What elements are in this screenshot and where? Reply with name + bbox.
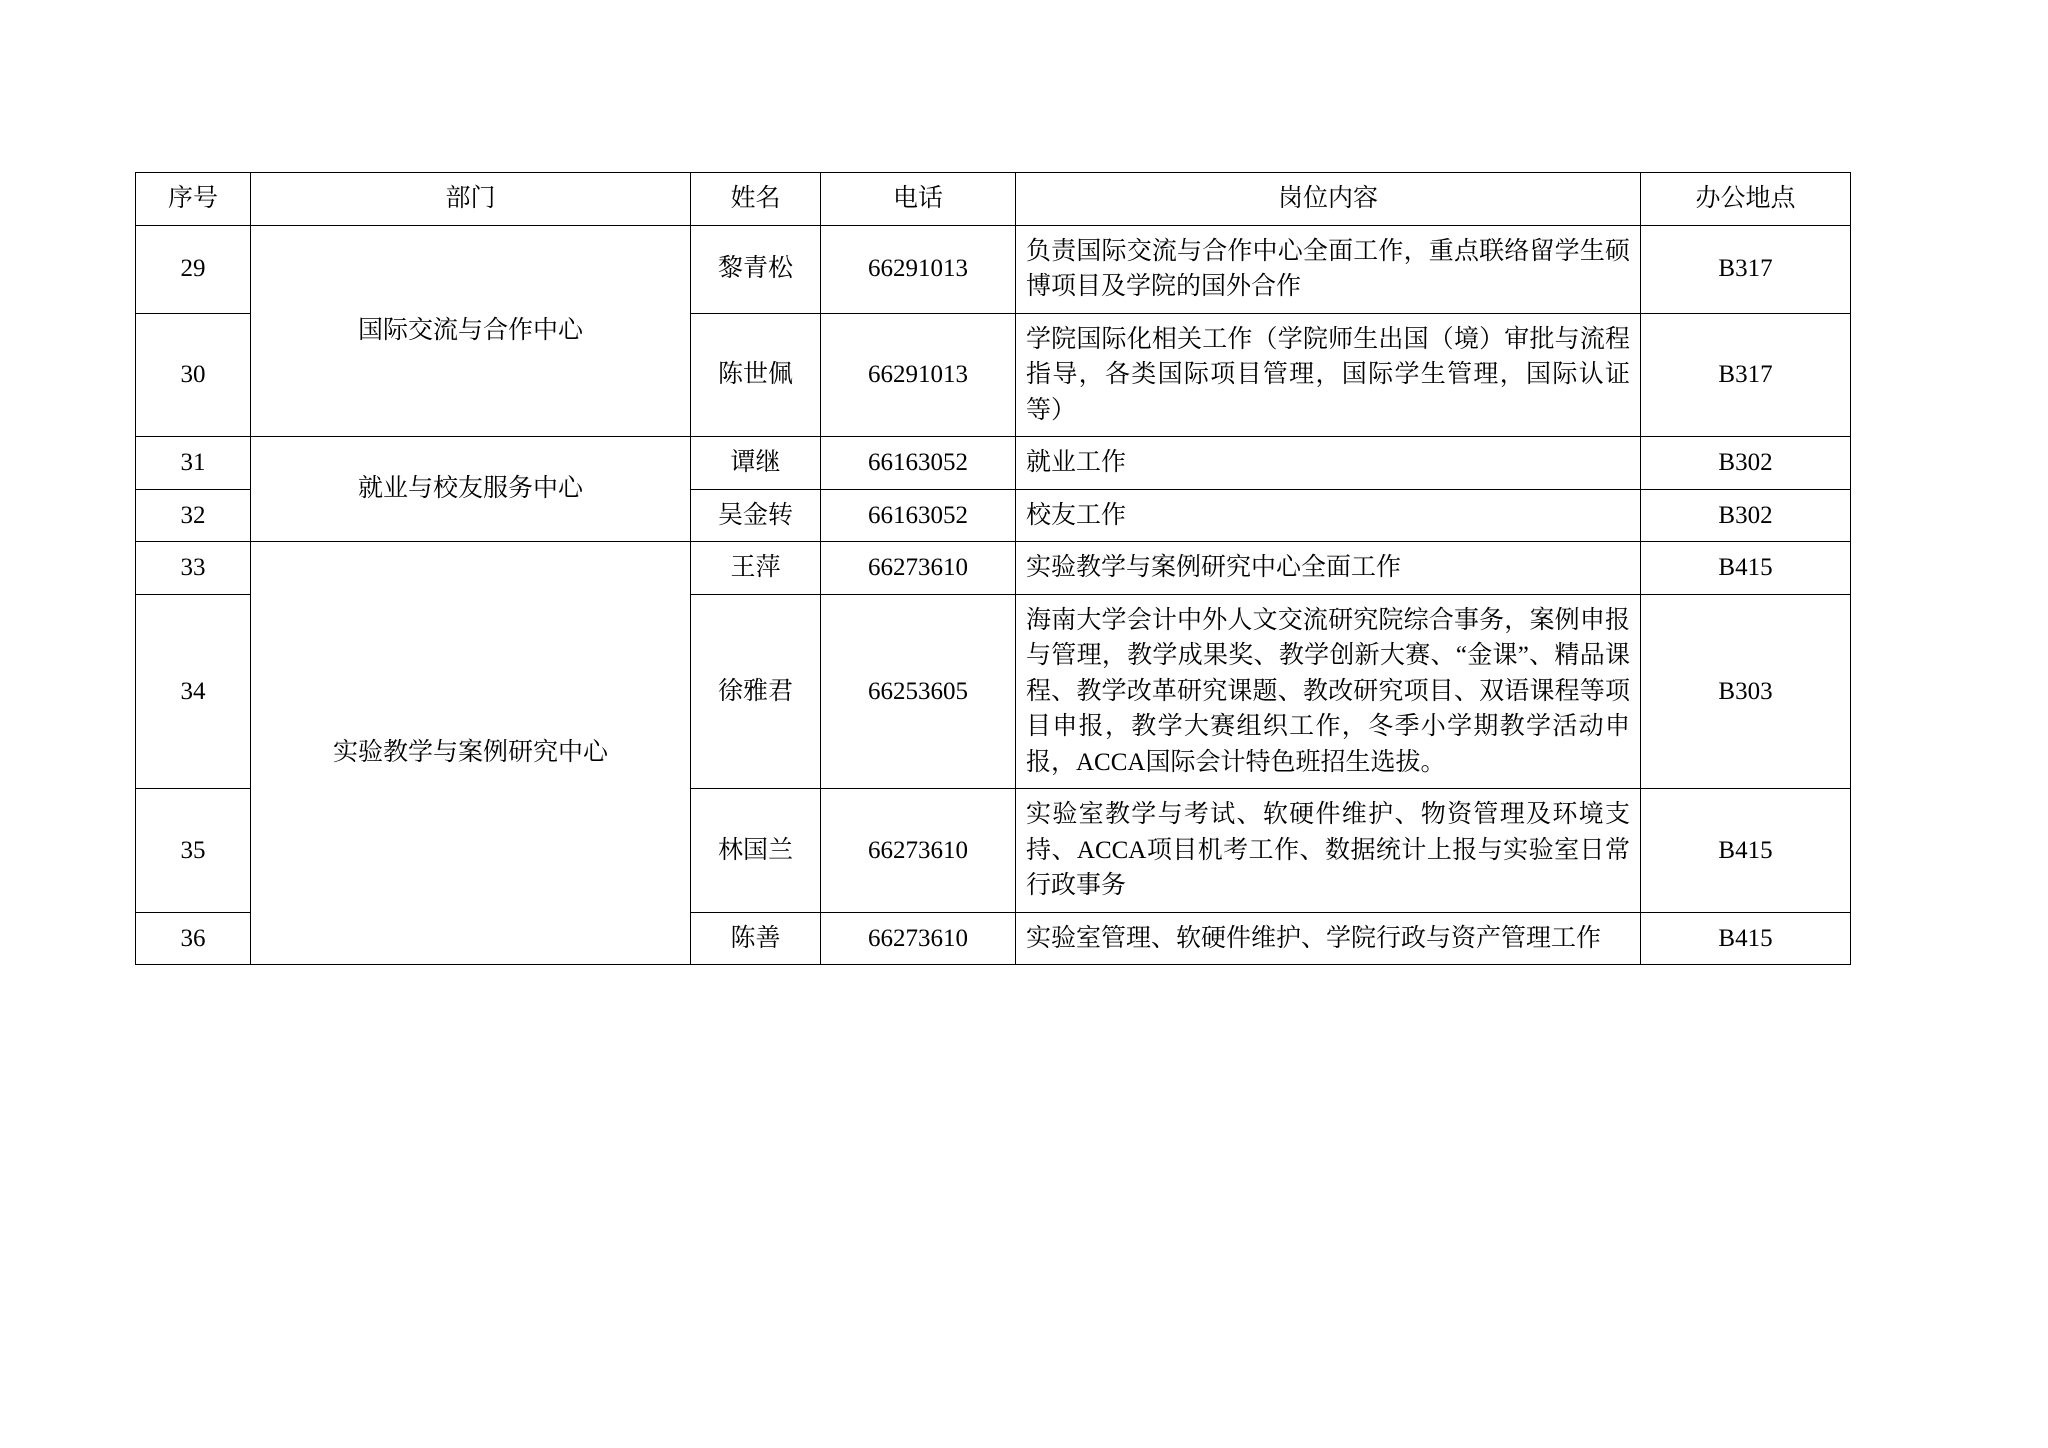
cell-name: 黎青松 <box>691 225 821 313</box>
cell-name: 陈善 <box>691 912 821 965</box>
cell-office: B415 <box>1641 912 1851 965</box>
cell-seq: 33 <box>136 542 251 595</box>
cell-duty: 校友工作 <box>1016 489 1641 542</box>
cell-phone: 66291013 <box>821 313 1016 437</box>
cell-seq: 29 <box>136 225 251 313</box>
column-header-duty: 岗位内容 <box>1016 173 1641 226</box>
cell-phone: 66273610 <box>821 542 1016 595</box>
cell-phone: 66163052 <box>821 437 1016 490</box>
cell-seq: 32 <box>136 489 251 542</box>
cell-duty: 海南大学会计中外人文交流研究院综合事务，案例申报与管理，教学成果奖、教学创新大赛、“金课”、精品课程、教学改革研究课题、教改研究项目、双语课程等项目申报，教学大赛组织工作，冬季小学期教学活动申报，ACCA国际会计特色班招生选拔。 <box>1016 594 1641 789</box>
cell-duty: 学院国际化相关工作（学院师生出国（境）审批与流程指导，各类国际项目管理，国际学生管理，国际认证等） <box>1016 313 1641 437</box>
cell-phone: 66163052 <box>821 489 1016 542</box>
cell-office: B317 <box>1641 225 1851 313</box>
cell-seq: 36 <box>136 912 251 965</box>
staff-directory-table <box>135 172 1851 965</box>
cell-name: 吴金转 <box>691 489 821 542</box>
column-header-name: 姓名 <box>691 173 821 226</box>
cell-duty: 实验室管理、软硬件维护、学院行政与资产管理工作 <box>1016 912 1641 965</box>
cell-seq: 30 <box>136 313 251 437</box>
cell-name: 林国兰 <box>691 789 821 913</box>
cell-name: 徐雅君 <box>691 594 821 789</box>
column-header-seq: 序号 <box>136 173 251 226</box>
cell-phone: 66273610 <box>821 789 1016 913</box>
column-header-phone: 电话 <box>821 173 1016 226</box>
cell-seq: 34 <box>136 594 251 789</box>
cell-seq: 31 <box>136 437 251 490</box>
table-row <box>136 225 1851 313</box>
cell-department: 国际交流与合作中心 <box>251 225 691 437</box>
cell-phone: 66291013 <box>821 225 1016 313</box>
cell-duty: 实验教学与案例研究中心全面工作 <box>1016 542 1641 595</box>
cell-department: 实验教学与案例研究中心 <box>251 542 691 965</box>
cell-phone: 66253605 <box>821 594 1016 789</box>
cell-name: 王萍 <box>691 542 821 595</box>
staff-directory-table-wrap <box>135 172 1850 965</box>
cell-phone: 66273610 <box>821 912 1016 965</box>
cell-office: B303 <box>1641 594 1851 789</box>
column-header-office: 办公地点 <box>1641 173 1851 226</box>
cell-name: 谭继 <box>691 437 821 490</box>
cell-duty: 就业工作 <box>1016 437 1641 490</box>
table-row <box>136 542 1851 595</box>
cell-department: 就业与校友服务中心 <box>251 437 691 542</box>
cell-office: B415 <box>1641 789 1851 913</box>
cell-office: B302 <box>1641 489 1851 542</box>
cell-office: B302 <box>1641 437 1851 490</box>
cell-seq: 35 <box>136 789 251 913</box>
cell-office: B317 <box>1641 313 1851 437</box>
cell-name: 陈世佩 <box>691 313 821 437</box>
cell-duty: 实验室教学与考试、软硬件维护、物资管理及环境支持、ACCA项目机考工作、数据统计上报与实验室日常行政事务 <box>1016 789 1641 913</box>
table-row <box>136 437 1851 490</box>
column-header-department: 部门 <box>251 173 691 226</box>
cell-office: B415 <box>1641 542 1851 595</box>
table-header-row <box>136 173 1851 226</box>
cell-duty: 负责国际交流与合作中心全面工作，重点联络留学生硕博项目及学院的国外合作 <box>1016 225 1641 313</box>
